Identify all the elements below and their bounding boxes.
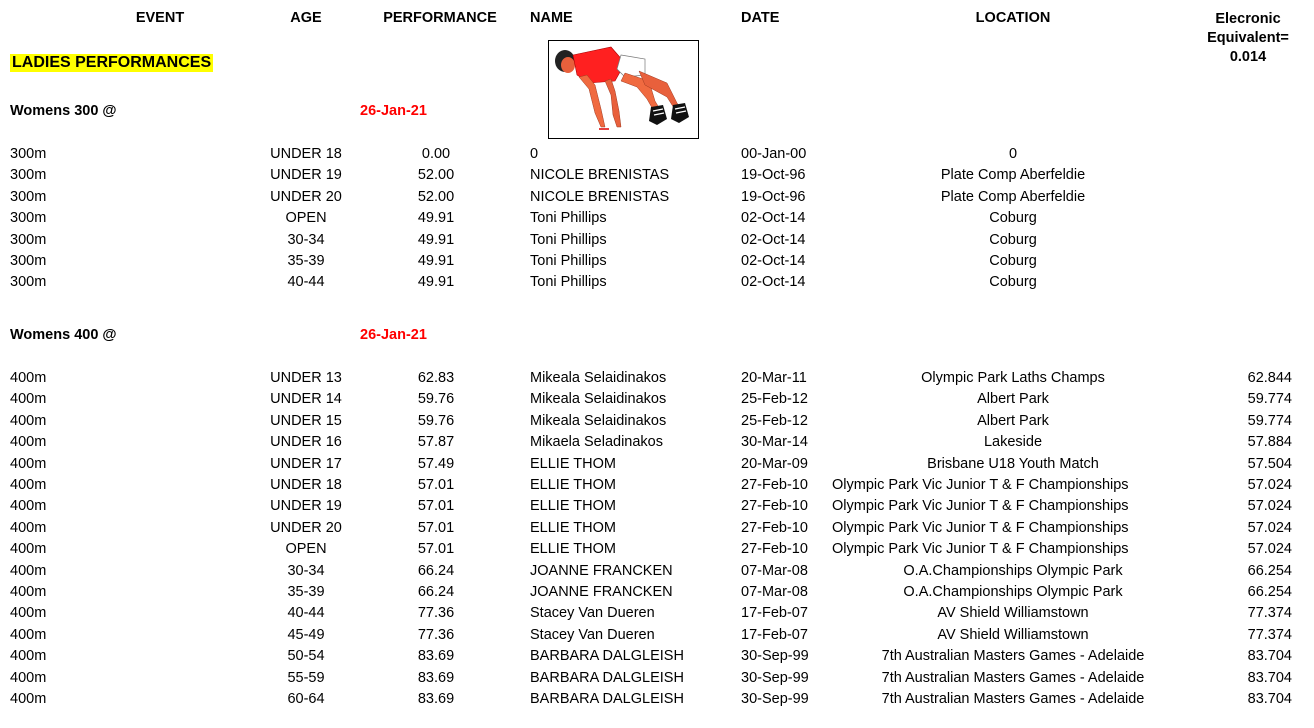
name-cell: Toni Phillips: [530, 210, 607, 227]
header-name: NAME: [530, 10, 573, 26]
location-cell: 7th Australian Masters Games - Adelaide: [881, 669, 1145, 686]
performance-cell: 49.91: [417, 253, 455, 269]
date-cell: 27-Feb-10: [741, 519, 808, 536]
header-performance: PERFORMANCE: [383, 10, 497, 26]
table-row: [0, 454, 1314, 475]
location-cell: Coburg: [989, 231, 1037, 248]
location-cell: Coburg: [989, 253, 1037, 269]
location-cell: 7th Australian Masters Games - Adelaide: [881, 648, 1145, 665]
performance-cell: 57.01: [417, 477, 455, 493]
table-row: [0, 165, 1314, 186]
table-row: [0, 368, 1314, 389]
performance-cell: 77.36: [417, 605, 455, 622]
table-row: [0, 187, 1314, 208]
location-text: Olympic Park Vic Junior T & F Championships: [832, 498, 1129, 515]
age-cell: UNDER 15: [270, 412, 342, 429]
age-cell: OPEN: [285, 541, 327, 558]
performance-cell: 57.49: [417, 455, 455, 472]
group-title: Womens 300 @: [10, 103, 117, 119]
date-cell: 17-Feb-07: [741, 626, 808, 643]
location-cell: AV Shield Williamstown: [937, 605, 1089, 622]
event-cell: 300m: [10, 274, 47, 291]
location-cell: [832, 496, 1192, 517]
performance-cell: 59.76: [417, 412, 455, 429]
age-cell: UNDER 14: [270, 391, 342, 408]
event-cell: 300m: [10, 210, 47, 227]
location-cell: 0: [1008, 146, 1018, 162]
electronic-cell: 83.704: [1247, 648, 1292, 665]
event-cell: 300m: [10, 146, 47, 162]
location-cell: Plate Comp Aberfeldie: [940, 188, 1086, 205]
table-row: [0, 668, 1314, 689]
name-cell: Stacey Van Dueren: [530, 626, 655, 643]
age-cell: UNDER 17: [270, 455, 342, 472]
performance-cell: 66.24: [417, 562, 455, 579]
event-cell: 400m: [10, 391, 47, 408]
date-cell: 19-Oct-96: [741, 188, 806, 205]
location-text: Olympic Park Vic Junior T & F Championships: [832, 519, 1129, 536]
performance-cell: 83.69: [417, 669, 455, 686]
performance-cell: 0.00: [421, 146, 451, 162]
age-cell: 50-54: [287, 648, 325, 665]
location-cell: Albert Park: [977, 391, 1049, 408]
age-cell: UNDER 16: [270, 434, 342, 451]
event-cell: 400m: [10, 584, 47, 600]
location-text: Olympic Park Vic Junior T & F Championships: [832, 477, 1129, 493]
location-cell: Lakeside: [983, 434, 1043, 451]
name-cell: NICOLE BRENISTAS: [530, 167, 670, 184]
electronic-cell: 57.024: [1247, 477, 1292, 493]
name-cell: ELLIE THOM: [530, 519, 616, 536]
date-cell: 30-Sep-99: [741, 648, 809, 665]
date-cell: 30-Sep-99: [741, 691, 809, 707]
electronic-cell: 57.024: [1247, 498, 1292, 515]
date-cell: 19-Oct-96: [741, 167, 806, 184]
table-row: [0, 582, 1314, 603]
name-cell: BARBARA DALGLEISH: [530, 669, 684, 686]
event-cell: 400m: [10, 626, 47, 643]
location-cell: [832, 539, 1192, 560]
sprinter-image: [548, 40, 699, 139]
performance-cell: 66.24: [417, 584, 455, 600]
section-title: LADIES PERFORMANCES: [12, 54, 212, 71]
table-row: [0, 646, 1314, 667]
location-cell: Coburg: [989, 210, 1037, 227]
electronic-cell: 59.774: [1247, 412, 1292, 429]
name-cell: JOANNE FRANCKEN: [530, 562, 673, 579]
name-cell: Mikaela Seladinakos: [530, 434, 663, 451]
date-cell: 20-Mar-11: [741, 370, 807, 386]
name-cell: Toni Phillips: [530, 274, 607, 291]
electronic-cell: 83.704: [1247, 691, 1292, 707]
performance-cell: 49.91: [417, 231, 455, 248]
event-cell: 400m: [10, 669, 47, 686]
date-cell: 02-Oct-14: [741, 253, 806, 269]
location-cell: 7th Australian Masters Games - Adelaide: [881, 691, 1145, 707]
table-row: [0, 272, 1314, 293]
date-cell: 00-Jan-00: [741, 146, 807, 162]
event-cell: 400m: [10, 455, 47, 472]
group-date: 26-Jan-21: [360, 103, 427, 119]
age-cell: UNDER 20: [270, 188, 342, 205]
table-row: [0, 230, 1314, 251]
performance-cell: 83.69: [417, 648, 455, 665]
location-cell: Albert Park: [977, 412, 1049, 429]
name-cell: ELLIE THOM: [530, 541, 616, 558]
event-cell: 300m: [10, 188, 47, 205]
event-cell: 300m: [10, 253, 47, 269]
electronic-cell: 57.884: [1247, 434, 1292, 451]
name-cell: Stacey Van Dueren: [530, 605, 655, 622]
name-cell: ELLIE THOM: [530, 455, 616, 472]
event-cell: 400m: [10, 498, 47, 515]
event-cell: 300m: [10, 231, 47, 248]
date-cell: 07-Mar-08: [741, 562, 808, 579]
age-cell: 60-64: [287, 691, 325, 707]
location-cell: [832, 518, 1192, 539]
name-cell: Toni Phillips: [530, 231, 607, 248]
age-cell: 30-34: [287, 231, 325, 248]
event-cell: 400m: [10, 412, 47, 429]
name-cell: Mikeala Selaidinakos: [530, 370, 667, 386]
name-cell: JOANNE FRANCKEN: [530, 584, 673, 600]
electronic-cell: 77.374: [1247, 626, 1292, 643]
table-row: [0, 389, 1314, 410]
performance-cell: 57.87: [417, 434, 455, 451]
electronic-cell: 57.024: [1247, 541, 1292, 558]
table-row: [0, 561, 1314, 582]
header-age: AGE: [290, 10, 322, 26]
event-cell: 400m: [10, 605, 47, 622]
date-cell: 27-Feb-10: [741, 477, 808, 493]
date-cell: 20-Mar-09: [741, 455, 808, 472]
table-row: [0, 432, 1314, 453]
electronic-cell: 77.374: [1247, 605, 1292, 622]
table-row: [0, 475, 1314, 496]
table-row: [0, 518, 1314, 539]
group-title: Womens 400 @: [10, 327, 117, 343]
table-row: [0, 208, 1314, 229]
location-text: Olympic Park Vic Junior T & F Championships: [832, 541, 1129, 558]
event-cell: 300m: [10, 167, 47, 184]
age-cell: 55-59: [287, 669, 325, 686]
electronic-cell: 62.844: [1247, 370, 1292, 386]
table-row: [0, 251, 1314, 272]
header-electronic-equivalent: [1193, 10, 1303, 67]
performance-cell: 52.00: [417, 188, 455, 205]
location-cell: O.A.Championships Olympic Park: [903, 584, 1123, 600]
age-cell: 30-34: [287, 562, 325, 579]
header-electronic-value: 0.014: [1229, 49, 1267, 65]
group-date: 26-Jan-21: [360, 327, 427, 343]
date-cell: 25-Feb-12: [741, 391, 808, 408]
location-cell: O.A.Championships Olympic Park: [903, 562, 1123, 579]
performance-cell: 49.91: [417, 274, 455, 291]
date-cell: 17-Feb-07: [741, 605, 808, 622]
performance-cell: 49.91: [417, 210, 455, 227]
age-cell: 35-39: [287, 253, 325, 269]
event-cell: 400m: [10, 434, 47, 451]
location-cell: Brisbane U18 Youth Match: [927, 455, 1099, 472]
name-cell: ELLIE THOM: [530, 477, 616, 493]
age-cell: UNDER 18: [270, 146, 342, 162]
table-row: [0, 603, 1314, 624]
age-cell: 45-49: [287, 626, 325, 643]
header-event: EVENT: [135, 10, 185, 26]
age-cell: UNDER 13: [270, 370, 342, 386]
name-cell: Mikeala Selaidinakos: [530, 391, 667, 408]
event-cell: 400m: [10, 541, 47, 558]
header-electronic-line1: Elecronic: [1215, 11, 1281, 27]
date-cell: 02-Oct-14: [741, 210, 806, 227]
event-cell: 400m: [10, 370, 47, 386]
age-cell: 40-44: [287, 605, 325, 622]
header-location: LOCATION: [975, 10, 1051, 26]
location-cell: AV Shield Williamstown: [937, 626, 1089, 643]
electronic-cell: 83.704: [1247, 669, 1292, 686]
name-cell: BARBARA DALGLEISH: [530, 691, 684, 707]
performance-cell: 57.01: [417, 519, 455, 536]
location-cell: Coburg: [989, 274, 1037, 291]
event-cell: 400m: [10, 519, 47, 536]
electronic-cell: 66.254: [1247, 584, 1292, 600]
performance-cell: 57.01: [417, 541, 455, 558]
name-cell: Mikeala Selaidinakos: [530, 412, 667, 429]
date-cell: 25-Feb-12: [741, 412, 808, 429]
electronic-cell: 59.774: [1247, 391, 1292, 408]
electronic-cell: 57.024: [1247, 519, 1292, 536]
age-cell: UNDER 19: [270, 167, 342, 184]
location-cell: Plate Comp Aberfeldie: [940, 167, 1086, 184]
table-row: [0, 625, 1314, 646]
date-cell: 07-Mar-08: [741, 584, 808, 600]
sprinter-icon: [549, 41, 698, 138]
electronic-cell: 57.504: [1247, 455, 1292, 472]
date-cell: 30-Sep-99: [741, 669, 809, 686]
performance-cell: 52.00: [417, 167, 455, 184]
name-cell: NICOLE BRENISTAS: [530, 188, 670, 205]
table-row: [0, 411, 1314, 432]
table-row: [0, 144, 1314, 165]
event-cell: 400m: [10, 691, 47, 707]
age-cell: 40-44: [287, 274, 325, 291]
date-cell: 02-Oct-14: [741, 274, 806, 291]
age-cell: 35-39: [287, 584, 325, 600]
age-cell: UNDER 20: [270, 519, 342, 536]
date-cell: 27-Feb-10: [741, 541, 808, 558]
date-cell: 02-Oct-14: [741, 231, 806, 248]
event-cell: 400m: [10, 562, 47, 579]
table-row: [0, 689, 1314, 710]
header-electronic-line2: Equivalent=: [1207, 30, 1289, 46]
event-cell: 400m: [10, 477, 47, 493]
performance-cell: 62.83: [417, 370, 455, 386]
performance-cell: 57.01: [417, 498, 455, 515]
performance-cell: 59.76: [417, 391, 455, 408]
date-cell: 30-Mar-14: [741, 434, 808, 451]
table-row: [0, 496, 1314, 517]
location-cell: Olympic Park Laths Champs: [921, 370, 1105, 386]
age-cell: OPEN: [285, 210, 327, 227]
name-cell: BARBARA DALGLEISH: [530, 648, 684, 665]
location-cell: [832, 475, 1192, 496]
name-cell: Toni Phillips: [530, 253, 607, 269]
table-row: [0, 539, 1314, 560]
age-cell: UNDER 19: [270, 498, 342, 515]
performance-cell: 83.69: [417, 691, 455, 707]
date-cell: 27-Feb-10: [741, 498, 808, 515]
name-cell: 0: [530, 146, 539, 162]
name-cell: ELLIE THOM: [530, 498, 616, 515]
event-cell: 400m: [10, 648, 47, 665]
electronic-cell: 66.254: [1247, 562, 1292, 579]
performance-cell: 77.36: [417, 626, 455, 643]
header-date: DATE: [741, 10, 780, 26]
age-cell: UNDER 18: [270, 477, 342, 493]
